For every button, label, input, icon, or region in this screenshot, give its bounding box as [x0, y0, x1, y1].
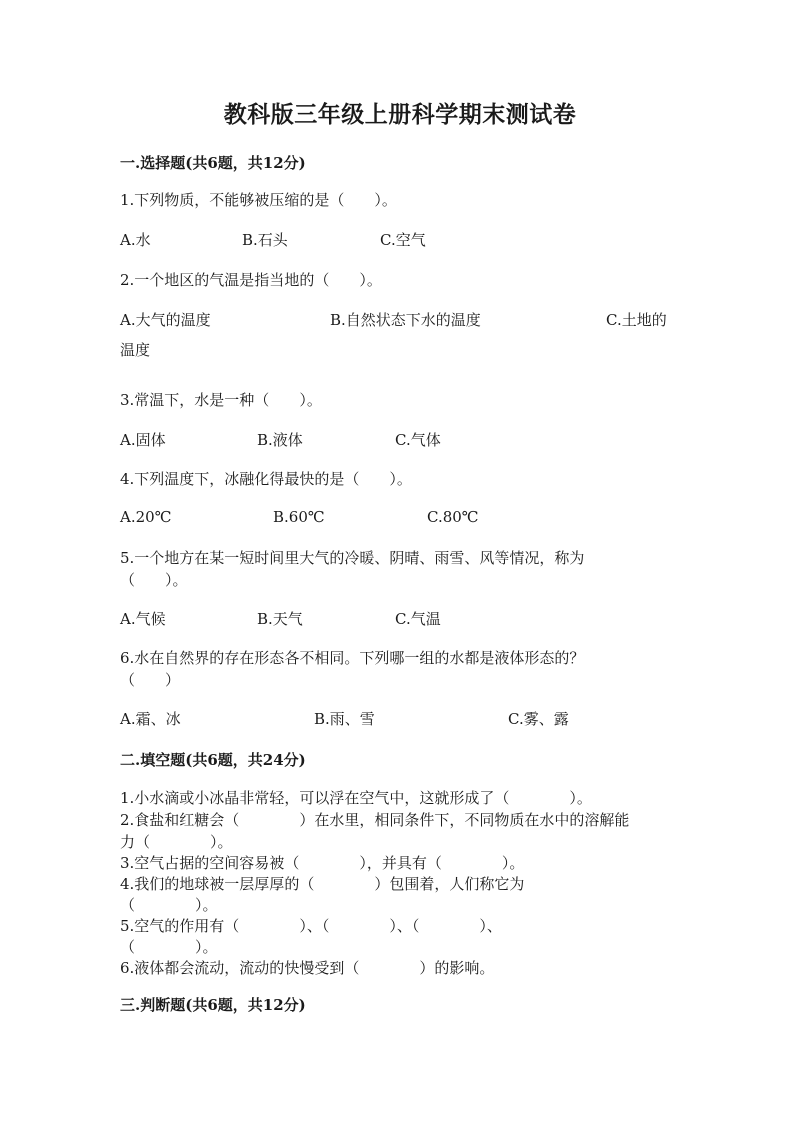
fill-line-7: 5.空气的作用有（ ）、（ ）、（ ）、	[120, 917, 502, 935]
question-6-option-b: B.雨、雪	[314, 710, 375, 728]
fill-line-6: （ ）。	[120, 896, 218, 914]
question-5-stem: 5.一个地方在某一短时间里大气的冷暖、阴晴、雨雪、风等情况，称为	[120, 549, 585, 567]
question-5-option-a: A.气候	[120, 610, 166, 628]
question-5-stem-cont: （ ）。	[120, 571, 188, 589]
question-5-option-c: C.气温	[395, 610, 441, 628]
question-4-option-c: C.80℃	[427, 508, 479, 526]
question-1-stem: 1.下列物质，不能够被压缩的是（ ）。	[120, 191, 397, 209]
question-6-stem: 6.水在自然界的存在形态各不相同。下列哪一组的水都是液体形态的？	[120, 649, 585, 667]
question-1-option-b: B.石头	[242, 231, 288, 249]
question-6-stem-cont: （ ）	[120, 671, 181, 689]
section-heading-judge: 三.判断题(共6题，共12分)	[120, 996, 306, 1014]
fill-line-8: （ ）。	[120, 938, 218, 956]
fill-line-2: 2.食盐和红糖会（ ）在水里，相同条件下，不同物质在水中的溶解能	[120, 811, 630, 829]
question-5-option-b: B.天气	[257, 610, 303, 628]
question-2-option-c-wrap: 温度	[120, 341, 151, 359]
question-2-option-a: A.大气的温度	[120, 311, 211, 329]
question-3-stem: 3.常温下，水是一种（ ）。	[120, 391, 322, 409]
question-2-stem: 2.一个地区的气温是指当地的（ ）。	[120, 271, 382, 289]
question-6-option-a: A.霜、冰	[120, 710, 181, 728]
question-4-option-a: A.20℃	[120, 508, 172, 526]
question-1-option-c: C.空气	[380, 231, 426, 249]
section-heading-fill: 二.填空题(共6题，共24分)	[120, 751, 306, 769]
question-1-option-a: A.水	[120, 231, 151, 249]
page-title: 教科版三年级上册科学期末测试卷	[223, 101, 577, 128]
question-2-option-c: C.土地的	[606, 311, 667, 329]
fill-line-1: 1.小水滴或小冰晶非常轻，可以浮在空气中，这就形成了（ ）。	[120, 789, 592, 807]
question-3-option-b: B.液体	[257, 431, 303, 449]
question-2-option-b: B.自然状态下水的温度	[330, 311, 481, 329]
fill-line-5: 4.我们的地球被一层厚厚的（ ）包围着，人们称它为	[120, 875, 525, 893]
question-4-stem: 4.下列温度下，冰融化得最快的是（ ）。	[120, 470, 412, 488]
question-4-option-b: B.60℃	[273, 508, 325, 526]
fill-line-3: 力（ ）。	[120, 833, 233, 851]
section-heading-choice: 一.选择题(共6题，共12分)	[120, 154, 306, 172]
fill-line-9: 6.液体都会流动，流动的快慢受到（ ）的影响。	[120, 959, 495, 977]
question-6-option-c: C.雾、露	[508, 710, 569, 728]
fill-line-4: 3.空气占据的空间容易被（ ），并具有（ ）。	[120, 854, 525, 872]
question-3-option-c: C.气体	[395, 431, 441, 449]
question-3-option-a: A.固体	[120, 431, 166, 449]
